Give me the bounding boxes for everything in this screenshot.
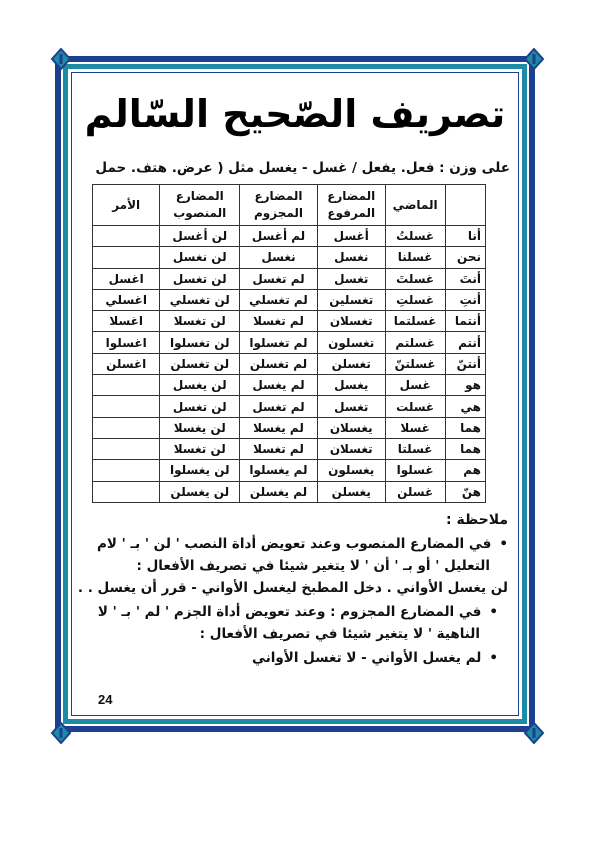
cell-pron: هو: [445, 375, 485, 396]
header-marfu: [317, 185, 385, 226]
cell-amr: اغسلوا: [93, 332, 160, 353]
cell-jazm: لم تغسل: [240, 268, 318, 289]
note-line: [80, 650, 508, 666]
cell-jazm: لم تغسلوا: [240, 332, 318, 353]
table-row: [93, 396, 486, 417]
cell-past: غسلا: [385, 417, 445, 438]
cell-pron: هنّ: [445, 481, 485, 502]
note-text: في المضارع المنصوب وعند تعويض أداة النصب ' لن ' بـ ' لام: [96, 536, 492, 552]
cell-amr: [93, 226, 160, 247]
header-amr-label: الأمر: [112, 197, 141, 212]
bullet-icon: [481, 650, 498, 666]
page-title: تصريف الصّحيح السّالم: [84, 92, 506, 136]
cell-nasb: لن أغسل: [160, 226, 240, 247]
notes-heading: ملاحظة :: [446, 512, 508, 528]
cell-amr: [93, 247, 160, 268]
table-row: [93, 289, 486, 310]
cell-pron: هما: [445, 417, 485, 438]
corner-ornament-icon: [50, 722, 72, 744]
note-text: لم يغسل الأواني - لا تغسل الأواني: [252, 650, 482, 666]
cell-jazm: لم تغسلا: [240, 311, 318, 332]
header-past-label: الماضي: [392, 197, 438, 212]
cell-past: غسلت: [385, 396, 445, 417]
cell-jazm: لم تغسلي: [240, 289, 318, 310]
cell-past: غسلنا: [385, 247, 445, 268]
cell-amr: [93, 438, 160, 459]
cell-raf: تغسلين: [317, 289, 385, 310]
note-line: التعليل ' أو بـ ' أن ' لا يتغير شيئا في تصريف الأفعال :: [136, 558, 490, 574]
cell-amr: اغسلن: [93, 353, 160, 374]
note-line: [80, 604, 508, 620]
cell-raf: تغسلان: [317, 438, 385, 459]
cell-jazm: لم أغسل: [240, 226, 318, 247]
cell-pron: هم: [445, 460, 485, 481]
cell-raf: يغسلن: [317, 481, 385, 502]
table-row: [93, 268, 486, 289]
note-line: [80, 536, 508, 552]
cell-jazm: لم يغسلن: [240, 481, 318, 502]
table-row: [93, 481, 486, 502]
cell-raf: تغسلن: [317, 353, 385, 374]
bullet-icon: [481, 604, 498, 620]
cell-pron: أنتما: [445, 311, 485, 332]
cell-raf: يغسل: [317, 375, 385, 396]
header-mansub-line2: المنصوب: [173, 206, 227, 220]
cell-raf: نغسل: [317, 247, 385, 268]
cell-jazm: لم يغسل: [240, 375, 318, 396]
table-row: [93, 417, 486, 438]
cell-jazm: لم يغسلوا: [240, 460, 318, 481]
cell-pron: هي: [445, 396, 485, 417]
cell-pron: أنتَ: [445, 268, 485, 289]
cell-amr: [93, 396, 160, 417]
cell-nasb: لن تغسلي: [160, 289, 240, 310]
cell-past: غسلوا: [385, 460, 445, 481]
cell-past: غسل: [385, 375, 445, 396]
cell-past: غسلتم: [385, 332, 445, 353]
table-row: [93, 353, 486, 374]
cell-jazm: لم تغسلن: [240, 353, 318, 374]
cell-pron: أنتنّ: [445, 353, 485, 374]
cell-raf: يغسلان: [317, 417, 385, 438]
cell-pron: أنتِ: [445, 289, 485, 310]
header-majzum: [240, 185, 318, 226]
cell-nasb: لن تغسل: [160, 396, 240, 417]
cell-jazm: لم يغسلا: [240, 417, 318, 438]
table-row: [93, 438, 486, 459]
cell-raf: أغسل: [317, 226, 385, 247]
header-marfu-line2: المرفوع: [327, 206, 376, 220]
table-header-row: [93, 185, 486, 226]
cell-nasb: لن تغسلا: [160, 438, 240, 459]
cell-amr: [93, 417, 160, 438]
table-row: [93, 460, 486, 481]
header-mansub: [160, 185, 240, 226]
cell-past: غسلتما: [385, 311, 445, 332]
cell-jazm: نغسل: [240, 247, 318, 268]
cell-pron: أنتم: [445, 332, 485, 353]
cell-raf: تغسلون: [317, 332, 385, 353]
corner-ornament-icon: [523, 48, 545, 70]
cell-jazm: لم تغسل: [240, 396, 318, 417]
cell-amr: [93, 481, 160, 502]
corner-ornament-icon: [523, 722, 545, 744]
table-row: [93, 226, 486, 247]
cell-amr: اغسلي: [93, 289, 160, 310]
cell-nasb: لن تغسلن: [160, 353, 240, 374]
cell-pron: نحن: [445, 247, 485, 268]
cell-nasb: لن تغسلوا: [160, 332, 240, 353]
cell-raf: تغسل: [317, 396, 385, 417]
cell-raf: يغسلون: [317, 460, 385, 481]
note-text: في المضارع المجزوم : وعند تعويض أداة الجزم ' لم ' بـ ' لا: [97, 604, 482, 620]
note-line: الناهية ' لا يتغير شيئا في تصريف الأفعال :: [199, 626, 480, 642]
table-row: [93, 311, 486, 332]
cell-past: غسلتنّ: [385, 353, 445, 374]
cell-nasb: لن تغسل: [160, 268, 240, 289]
cell-past: غسلتِ: [385, 289, 445, 310]
bullet-icon: [491, 536, 508, 552]
header-mansub-line1: المضارع: [175, 189, 224, 203]
cell-amr: اغسل: [93, 268, 160, 289]
cell-nasb: لن يغسلوا: [160, 460, 240, 481]
cell-raf: تغسلان: [317, 311, 385, 332]
cell-pron: أنا: [445, 226, 485, 247]
table-row: [93, 375, 486, 396]
header-majzum-line1: المضارع: [254, 189, 303, 203]
cell-amr: [93, 375, 160, 396]
cell-nasb: لن يغسل: [160, 375, 240, 396]
cell-jazm: لم تغسلا: [240, 438, 318, 459]
page-number: 24: [98, 692, 113, 707]
cell-amr: [93, 460, 160, 481]
cell-nasb: لن نغسل: [160, 247, 240, 268]
header-marfu-line1: المضارع: [327, 189, 376, 203]
cell-past: غسلتَ: [385, 268, 445, 289]
cell-nasb: لن يغسلا: [160, 417, 240, 438]
header-majzum-line2: المجزوم: [253, 206, 303, 220]
header-pronoun: [445, 185, 485, 226]
header-amr: [93, 185, 160, 226]
cell-past: غسلن: [385, 481, 445, 502]
conjugation-table: [92, 184, 486, 503]
corner-ornament-icon: [50, 48, 72, 70]
header-past: [385, 185, 445, 226]
table-row: [93, 247, 486, 268]
note-line: لن يغسل الأواني . دخل المطبخ ليغسل الأواني - قرر أن يغسل . .: [77, 580, 508, 596]
cell-raf: تغسل: [317, 268, 385, 289]
cell-pron: هما: [445, 438, 485, 459]
cell-past: غسلتا: [385, 438, 445, 459]
cell-amr: اغسلا: [93, 311, 160, 332]
cell-nasb: لن تغسلا: [160, 311, 240, 332]
subtitle: على وزن : فعل. يفعل / غسل - يغسل مثل ( عرض. هتف. حمل: [95, 160, 510, 176]
table-body: [93, 226, 486, 503]
cell-nasb: لن يغسلن: [160, 481, 240, 502]
table-row: [93, 332, 486, 353]
cell-past: غسلتُ: [385, 226, 445, 247]
